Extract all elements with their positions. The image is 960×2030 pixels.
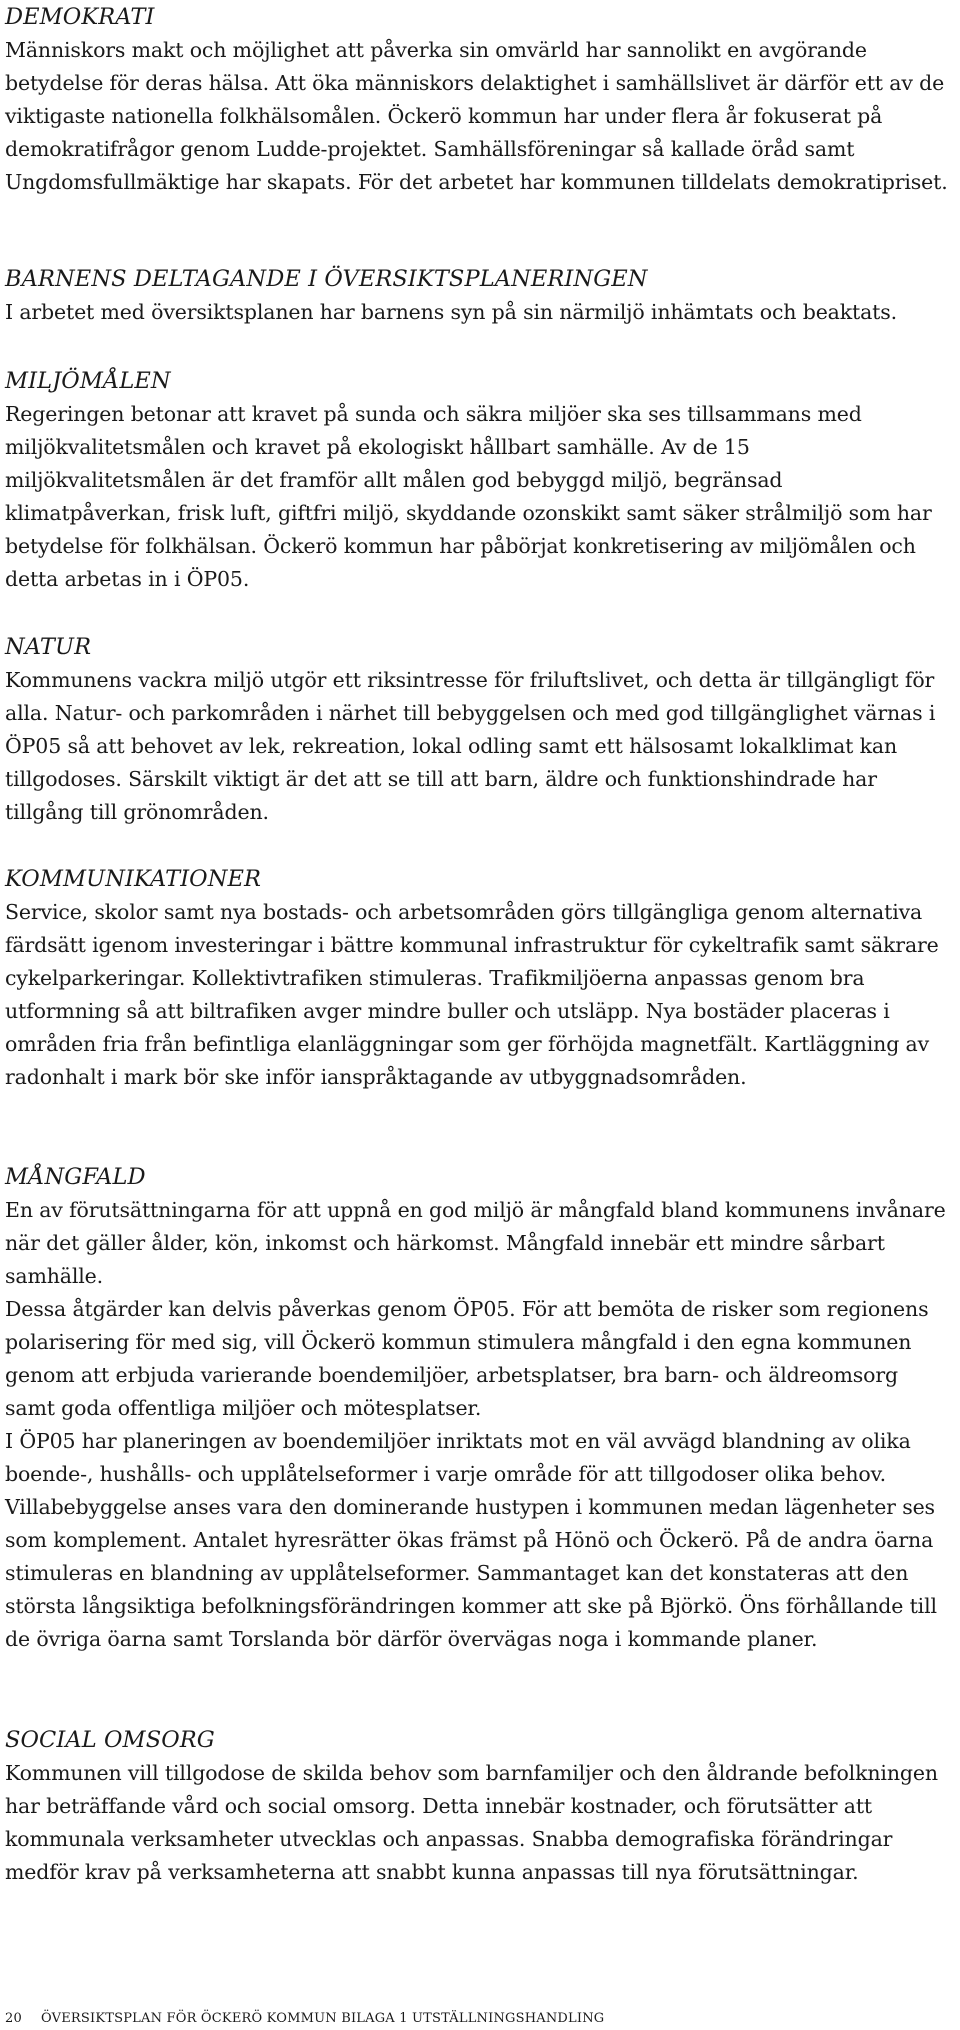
section-heading: BARNENS DELTAGANDE I ÖVERSIKTSPLANERINGEN [5,266,648,292]
section-heading: DEMOKRATI [5,4,155,30]
section-paragraph: Dessa åtgärder kan delvis påverkas genom ÖP05. För att bemöta de risker som regionens polarisering för med sig, vill Öckerö kommun stimulera mångfald i den egna kommunen genom att erbjuda varierande boendemiljöer, arbetsplatser, bra barn- och äldreomsorg samt goda offentliga miljöer och mötesplatser. [5,1297,929,1420]
page-number: 20 [5,2011,22,2026]
section-paragraph: Service, skolor samt nya bostads- och arbetsområden görs tillgängliga genom alternativa färdsätt igenom investeringar i bättre kommunal infrastruktur för cykeltrafik samt säkrare cykelparkeringar. Kollektivtrafiken stimuleras. Trafikmiljöerna anpassas genom bra utformning så att biltrafiken avger mindre buller och utsläpp. Nya bostäder placeras i områden fria från befintliga elanläggningar som ger förhöjda magnetfält. Kartläggning av radonhalt i mark bör ske inför ianspråktagande av utbyggnadsområden. [5,900,939,1089]
section-paragraph: En av förutsättningarna för att uppnå en god miljö är mångfald bland kommunens invånare när det gäller ålder, kön, inkomst och härkomst. Mångfald innebär ett mindre sårbart samhälle. [5,1198,946,1288]
section-paragraph: Regeringen betonar att kravet på sunda och säkra miljöer ska ses tillsammans med miljökvalitetsmålen och kravet på ekologiskt hållbart samhälle. Av de 15 miljökvalitetsmålen är det framför allt målen god bebyggd miljö, begränsad klimatpåverkan, frisk luft, giftfri miljö, skyddande ozonskikt samt säker strålmiljö som har betydelse för folkhälsan. Öckerö kommun har påbörjat konkretisering av miljömålen och detta arbetas in i ÖP05. [5,402,932,591]
section-paragraph: I arbetet med översiktsplanen har barnens syn på sin närmiljö inhämtats och beaktats. [5,300,898,324]
section-paragraph: Människors makt och möjlighet att påverka sin omvärld har sannolikt en avgörande betydelse för deras hälsa. Att öka människors delaktighet i samhällslivet är därför ett av de viktigaste nationella folkhälsomålen. Öckerö kommun har under flera år fokuserat på demokratifrågor genom Ludde-projektet. Samhällsföreningar så kallade öråd samt Ungdomsfullmäktige har skapats. För det arbetet har kommunen tilldelats demokratipriset. [5,38,948,194]
section-demokrati [5,0,950,199]
section-barnens-deltagande [5,262,897,329]
section-heading: MILJÖMÅLEN [5,368,171,394]
section-heading: SOCIAL OMSORG [5,1727,215,1753]
section-social-omsorg [5,1723,950,1889]
section-paragraph: Kommunens vackra miljö utgör ett riksintresse för friluftslivet, och detta är tillgängligt för alla. Natur- och parkområden i närhet till bebyggelsen och med god tillgänglighet värnas i ÖP05 så att behovet av lek, rekreation, lokal odling samt ett hälsosamt lokalklimat kan tillgodoses. Särskilt viktigt är det att se till att barn, äldre och funktionshindrade har tillgång till grönområden. [5,668,936,824]
section-paragraph: Kommunen vill tillgodose de skilda behov som barnfamiljer och den åldrande befolkningen har beträffande vård och social omsorg. Detta innebär kostnader, och förutsätter att kommunala verksamheter utvecklas och anpassas. Snabba demografiska förändringar medför krav på verksamheterna att snabbt kunna anpassas till nya förutsättningar. [5,1761,938,1884]
section-heading: KOMMUNIKATIONER [5,866,262,892]
section-paragraph: I ÖP05 har planeringen av boendemiljöer inriktats mot en väl avvägd blandning av olika boende-, hushålls- och upplåtelseformer i varje område för att tillgodoser olika behov. Villabebyggelse anses vara den dominerande hustypen i kommunen medan lägenheter ses som komplement. Antalet hyresrätter ökas främst på Hönö och Öckerö. På de andra öarna stimuleras en blandning av upplåtelseformer. Sammantaget kan det konstateras att den största långsiktiga befolkningsförändringen kommer att ske på Björkö. Öns förhållande till de övriga öarna samt Torslanda bör därför övervägas noga i kommande planer. [5,1429,937,1651]
section-kommunikationer [5,862,950,1094]
running-title: ÖVERSIKTSPLAN FÖR ÖCKERÖ KOMMUN BILAGA 1 UTSTÄLLNINGSHANDLING [41,2011,605,2026]
section-natur [5,630,950,829]
section-miljomalen [5,364,950,596]
section-heading: NATUR [5,634,92,660]
section-mangfald [5,1160,950,1656]
section-heading: MÅNGFALD [5,1164,146,1190]
page-footer [5,2010,604,2028]
